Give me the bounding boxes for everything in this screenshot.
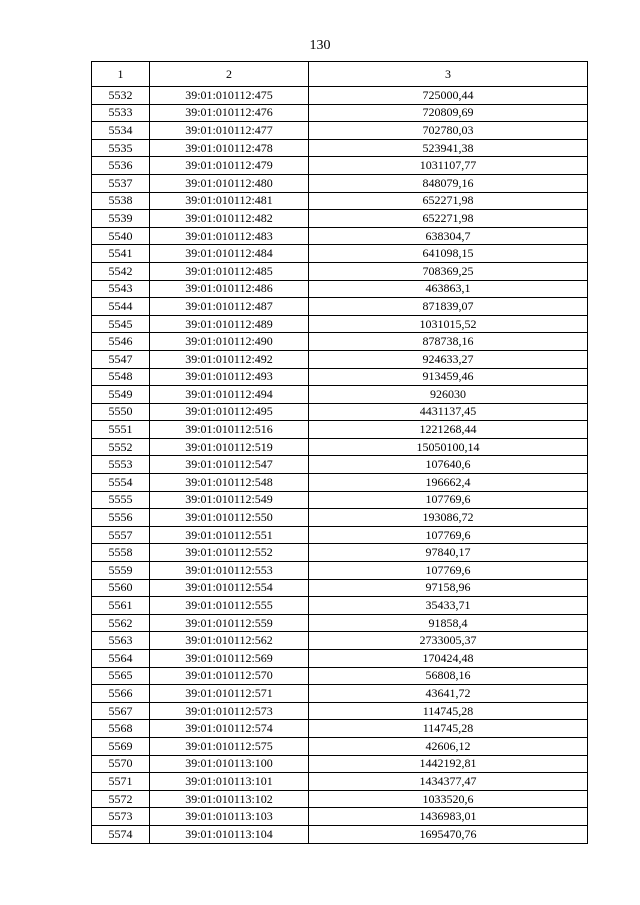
row-number-cell: 5533: [92, 104, 150, 122]
row-number-cell: 5544: [92, 298, 150, 316]
row-number-cell: 5536: [92, 157, 150, 175]
table-row: [92, 174, 588, 192]
cadastral-number-cell: 39:01:010112:562: [150, 632, 309, 650]
row-number-cell: 5535: [92, 139, 150, 157]
cadastral-value-cell: 56808,16: [309, 667, 588, 685]
cadastral-number-cell: 39:01:010112:483: [150, 227, 309, 245]
row-number-cell: 5564: [92, 650, 150, 668]
column-header-3: 3: [309, 62, 588, 87]
cadastral-value-cell: 2733005,37: [309, 632, 588, 650]
table-row: [92, 702, 588, 720]
cadastral-number-cell: 39:01:010112:551: [150, 526, 309, 544]
row-number-cell: 5555: [92, 491, 150, 509]
row-number-cell: 5557: [92, 526, 150, 544]
row-number-cell: 5551: [92, 421, 150, 439]
cadastral-value-cell: 97158,96: [309, 579, 588, 597]
cadastral-number-cell: 39:01:010112:495: [150, 403, 309, 421]
cadastral-number-cell: 39:01:010112:493: [150, 368, 309, 386]
table-row: [92, 122, 588, 140]
table-row: [92, 227, 588, 245]
table-row: [92, 280, 588, 298]
cadastral-value-cell: 107769,6: [309, 491, 588, 509]
row-number-cell: 5548: [92, 368, 150, 386]
column-header-1: 1: [92, 62, 150, 87]
cadastral-number-cell: 39:01:010112:570: [150, 667, 309, 685]
cadastral-number-cell: 39:01:010113:100: [150, 755, 309, 773]
cadastral-number-cell: 39:01:010112:519: [150, 438, 309, 456]
cadastral-number-cell: 39:01:010112:481: [150, 192, 309, 210]
table-row: [92, 403, 588, 421]
row-number-cell: 5571: [92, 773, 150, 791]
cadastral-value-cell: 523941,38: [309, 139, 588, 157]
table-row: [92, 526, 588, 544]
cadastral-value-cell: 114745,28: [309, 702, 588, 720]
cadastral-number-cell: 39:01:010112:484: [150, 245, 309, 263]
cadastral-value-cell: 91858,4: [309, 614, 588, 632]
table-row: [92, 210, 588, 228]
row-number-cell: 5561: [92, 597, 150, 615]
table-row: [92, 825, 588, 843]
cadastral-value-cell: 107769,6: [309, 562, 588, 580]
cadastral-number-cell: 39:01:010112:573: [150, 702, 309, 720]
row-number-cell: 5532: [92, 87, 150, 105]
cadastral-value-cell: 4431137,45: [309, 403, 588, 421]
cadastral-value-cell: 114745,28: [309, 720, 588, 738]
cadastral-number-cell: 39:01:010112:494: [150, 386, 309, 404]
cadastral-number-cell: 39:01:010112:490: [150, 333, 309, 351]
table-row: [92, 192, 588, 210]
cadastral-value-cell: 720809,69: [309, 104, 588, 122]
row-number-cell: 5558: [92, 544, 150, 562]
cadastral-number-cell: 39:01:010112:492: [150, 350, 309, 368]
table-row: [92, 438, 588, 456]
cadastral-number-cell: 39:01:010112:475: [150, 87, 309, 105]
table-row: [92, 350, 588, 368]
table-row: [92, 737, 588, 755]
cadastral-value-cell: 1695470,76: [309, 825, 588, 843]
table-row: [92, 421, 588, 439]
row-number-cell: 5540: [92, 227, 150, 245]
table-row: [92, 87, 588, 105]
cadastral-number-cell: 39:01:010113:102: [150, 790, 309, 808]
table-row: [92, 474, 588, 492]
table-row: [92, 544, 588, 562]
table-row: [92, 720, 588, 738]
cadastral-value-cell: 196662,4: [309, 474, 588, 492]
row-number-cell: 5539: [92, 210, 150, 228]
cadastral-number-cell: 39:01:010112:550: [150, 509, 309, 527]
table-row: [92, 368, 588, 386]
table-row: [92, 509, 588, 527]
cadastral-value-cell: 878738,16: [309, 333, 588, 351]
cadastral-value-cell: 43641,72: [309, 685, 588, 703]
cadastral-value-cell: 641098,15: [309, 245, 588, 263]
row-number-cell: 5534: [92, 122, 150, 140]
cadastral-value-cell: 193086,72: [309, 509, 588, 527]
row-number-cell: 5565: [92, 667, 150, 685]
row-number-cell: 5543: [92, 280, 150, 298]
table-row: [92, 104, 588, 122]
column-header-2: 2: [150, 62, 309, 87]
table-row: [92, 333, 588, 351]
cadastral-value-cell: 15050100,14: [309, 438, 588, 456]
cadastral-value-cell: 638304,7: [309, 227, 588, 245]
row-number-cell: 5566: [92, 685, 150, 703]
cadastral-value-cell: 848079,16: [309, 174, 588, 192]
table-row: [92, 386, 588, 404]
cadastral-value-cell: 170424,48: [309, 650, 588, 668]
cadastral-value-cell: 97840,17: [309, 544, 588, 562]
cadastral-value-cell: 1442192,81: [309, 755, 588, 773]
cadastral-number-cell: 39:01:010112:555: [150, 597, 309, 615]
cadastral-value-cell: 1031015,52: [309, 315, 588, 333]
cadastral-value-cell: 1221268,44: [309, 421, 588, 439]
row-number-cell: 5567: [92, 702, 150, 720]
cadastral-number-cell: 39:01:010112:575: [150, 737, 309, 755]
table-row: [92, 667, 588, 685]
row-number-cell: 5560: [92, 579, 150, 597]
cadastral-number-cell: 39:01:010112:516: [150, 421, 309, 439]
row-number-cell: 5538: [92, 192, 150, 210]
table-row: [92, 755, 588, 773]
row-number-cell: 5541: [92, 245, 150, 263]
cadastral-value-cell: 913459,46: [309, 368, 588, 386]
cadastral-value-cell: 463863,1: [309, 280, 588, 298]
row-number-cell: 5569: [92, 737, 150, 755]
table-row: [92, 562, 588, 580]
row-number-cell: 5547: [92, 350, 150, 368]
table-row: [92, 650, 588, 668]
table-row: [92, 157, 588, 175]
row-number-cell: 5556: [92, 509, 150, 527]
cadastral-value-cell: 107640,6: [309, 456, 588, 474]
row-number-cell: 5550: [92, 403, 150, 421]
row-number-cell: 5559: [92, 562, 150, 580]
cadastral-value-cell: 1436983,01: [309, 808, 588, 826]
cadastral-number-cell: 39:01:010112:486: [150, 280, 309, 298]
cadastral-number-cell: 39:01:010113:101: [150, 773, 309, 791]
cadastral-number-cell: 39:01:010112:487: [150, 298, 309, 316]
table-row: [92, 579, 588, 597]
cadastral-value-cell: 652271,98: [309, 210, 588, 228]
row-number-cell: 5553: [92, 456, 150, 474]
cadastral-number-cell: 39:01:010112:479: [150, 157, 309, 175]
cadastral-number-cell: 39:01:010112:480: [150, 174, 309, 192]
cadastral-value-cell: 725000,44: [309, 87, 588, 105]
cadastral-number-cell: 39:01:010112:477: [150, 122, 309, 140]
cadastral-number-cell: 39:01:010112:478: [150, 139, 309, 157]
row-number-cell: 5572: [92, 790, 150, 808]
table-row: [92, 139, 588, 157]
cadastral-number-cell: 39:01:010112:476: [150, 104, 309, 122]
row-number-cell: 5568: [92, 720, 150, 738]
cadastral-value-cell: 871839,07: [309, 298, 588, 316]
cadastral-number-cell: 39:01:010112:553: [150, 562, 309, 580]
page-number: 130: [309, 38, 331, 53]
cadastral-number-cell: 39:01:010112:571: [150, 685, 309, 703]
cadastral-number-cell: 39:01:010112:574: [150, 720, 309, 738]
cadastral-number-cell: 39:01:010112:485: [150, 262, 309, 280]
cadastral-number-cell: 39:01:010113:103: [150, 808, 309, 826]
row-number-cell: 5545: [92, 315, 150, 333]
cadastral-number-cell: 39:01:010112:569: [150, 650, 309, 668]
cadastral-value-cell: 924633,27: [309, 350, 588, 368]
cadastral-value-cell: 708369,25: [309, 262, 588, 280]
table-row: [92, 685, 588, 703]
row-number-cell: 5537: [92, 174, 150, 192]
row-number-cell: 5570: [92, 755, 150, 773]
cadastral-value-cell: 652271,98: [309, 192, 588, 210]
row-number-cell: 5574: [92, 825, 150, 843]
table-row: [92, 456, 588, 474]
row-number-cell: 5562: [92, 614, 150, 632]
table-row: [92, 632, 588, 650]
row-number-cell: 5542: [92, 262, 150, 280]
cadastral-value-cell: 1033520,6: [309, 790, 588, 808]
cadastral-value-cell: 42606,12: [309, 737, 588, 755]
cadastral-number-cell: 39:01:010112:549: [150, 491, 309, 509]
cadastral-number-cell: 39:01:010112:548: [150, 474, 309, 492]
cadastral-value-cell: 1031107,77: [309, 157, 588, 175]
table-row: [92, 614, 588, 632]
cadastral-number-cell: 39:01:010112:482: [150, 210, 309, 228]
cadastral-value-table: [91, 61, 588, 844]
row-number-cell: 5554: [92, 474, 150, 492]
table-row: [92, 773, 588, 791]
cadastral-value-cell: 35433,71: [309, 597, 588, 615]
cadastral-number-cell: 39:01:010112:554: [150, 579, 309, 597]
table-row: [92, 491, 588, 509]
cadastral-value-cell: 702780,03: [309, 122, 588, 140]
table-row: [92, 597, 588, 615]
table-row: [92, 808, 588, 826]
row-number-cell: 5552: [92, 438, 150, 456]
row-number-cell: 5549: [92, 386, 150, 404]
cadastral-number-cell: 39:01:010113:104: [150, 825, 309, 843]
table-row: [92, 262, 588, 280]
table-body: [92, 87, 588, 844]
row-number-cell: 5573: [92, 808, 150, 826]
cadastral-number-cell: 39:01:010112:489: [150, 315, 309, 333]
cadastral-value-cell: 1434377,47: [309, 773, 588, 791]
cadastral-number-cell: 39:01:010112:552: [150, 544, 309, 562]
row-number-cell: 5563: [92, 632, 150, 650]
table-row: [92, 298, 588, 316]
cadastral-number-cell: 39:01:010112:547: [150, 456, 309, 474]
table-row: [92, 790, 588, 808]
table-row: [92, 315, 588, 333]
table-header-row: [92, 62, 588, 87]
cadastral-value-cell: 926030: [309, 386, 588, 404]
cadastral-value-cell: 107769,6: [309, 526, 588, 544]
cadastral-number-cell: 39:01:010112:559: [150, 614, 309, 632]
table-row: [92, 245, 588, 263]
row-number-cell: 5546: [92, 333, 150, 351]
